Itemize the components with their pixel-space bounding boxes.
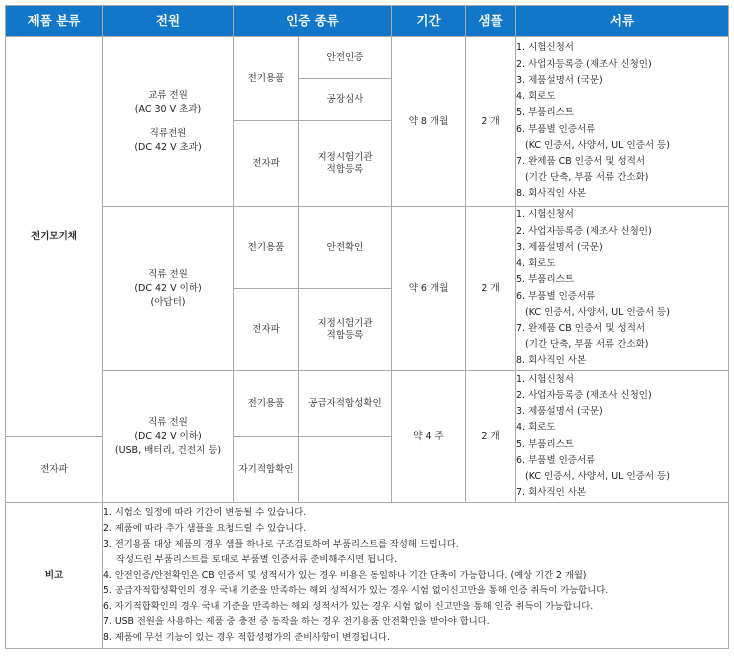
product-category: 전기모기채 [6,37,103,437]
doc-item: (KC 인증서, 사양서, UL 인증서 등) [525,470,670,482]
notes-list [103,503,729,649]
cert-self-conformity: 자기적합확인 [234,437,299,503]
table-row [6,37,729,79]
power-line: (DC 42 V 이하) [134,282,202,294]
cert-safety: 안전인증 [299,37,392,79]
doc-item: 4. 회로도 [516,422,556,434]
doc-item: 2. 사업자등록증 (제조사 신청인) [516,58,652,70]
docs-list [516,207,729,371]
electric-label: 전기용품 [234,37,299,121]
note-item: 2. 제품에 따라 추가 샘플을 요청드릴 수 있습니다. [103,522,307,534]
header-row [6,6,729,37]
doc-item: 4. 회로도 [516,258,556,270]
radio-label: 전자파 [6,437,103,503]
notes-label: 비고 [6,503,103,649]
doc-item: 1. 시험신청서 [516,373,574,385]
sample: 2 개 [466,37,516,207]
doc-item: (KC 인증서, 사양서, UL 인증서 등) [525,306,670,318]
cert-line: 적합등록 [326,163,364,175]
doc-item: 2. 사업자등록증 (제조사 신청인) [516,225,652,237]
cert-line: 적합등록 [326,329,364,341]
doc-item: 7. 완제품 CB 인증서 및 성적서 [516,155,646,167]
cert-radio-registration [299,289,392,371]
doc-item: 3. 제품설명서 (국문) [516,74,603,86]
power-line: 직류 전원 [148,268,188,280]
docs-list [516,37,729,207]
doc-item: 5. 부품리스트 [516,107,574,119]
table-row [6,207,729,289]
doc-item: 1. 시험신청서 [516,209,574,221]
power-line: 직류 전원 [148,416,188,428]
power-line: 교류 전원 [148,89,188,101]
power-line: (USB, 배터리, 건전지 등) [114,444,222,456]
period: 약 6 개월 [392,207,466,371]
power-spacer [103,117,233,127]
header-category: 제품 분류 [6,6,103,37]
sample: 2 개 [466,371,516,503]
power-line: (AC 30 V 초과) [134,103,202,115]
doc-item: 3. 제품설명서 (국문) [516,241,603,253]
header-power: 전원 [103,6,234,37]
cert-supplier-conformity: 공급자적합성확인 [299,371,392,437]
period: 약 8 개월 [392,37,466,207]
power-cell-ac-dc [103,37,234,207]
certification-table [5,5,729,649]
cert-line: 지정시험기관 [317,151,373,163]
doc-item: 6. 부품별 인증서류 [516,454,596,466]
doc-item: 7. 완제품 CB 인증서 및 성적서 [516,322,646,334]
doc-item: (KC 인증서, 사양서, UL 인증서 등) [525,139,670,151]
doc-item: 5. 부품리스트 [516,438,574,450]
cert-safety-check: 안전확인 [299,207,392,289]
note-item: 작성드린 부품리스트를 토대로 부품별 인증서류 준비해주시면 됩니다. [116,554,398,566]
note-item: 6. 자기적합확인의 경우 국내 기준을 만족하는 해외 성적서가 있는 경우 시험 없이 신고만을 통해 인증 취득이 가능합니다. [103,600,594,612]
table-row [6,371,729,437]
note-item: 5. 공급자적합성확인의 경우 국내 기준을 만족하는 해외 성적서가 있는 경우 시험 없이신고만을 통해 인증 취득이 가능합니다. [103,585,609,597]
header-docs: 서류 [516,6,729,37]
doc-item: 6. 부품별 인증서류 [516,123,596,135]
radio-label: 전자파 [234,289,299,371]
note-item: 8. 제품에 무선 기능이 있는 경우 적합성평가의 준비사항이 변경됩니다. [103,632,390,644]
note-item: 7. USB 전원을 사용하는 제품 중 충전 중 동작을 하는 경우 전기용품 안전확인을 받아야 합니다. [103,616,490,628]
header-cert-type: 인증 종류 [234,6,392,37]
doc-item: 3. 제품설명서 (국문) [516,406,603,418]
doc-item: 7. 회사직인 사본 [516,487,587,499]
power-line: 직류전원 [149,127,187,139]
electric-label: 전기용품 [234,371,299,437]
power-cell-dc-adapter [103,207,234,371]
cert-radio-registration [299,121,392,207]
period: 약 4 주 [392,371,466,503]
doc-item: (기간 단축, 부품 서류 간소화) [525,172,649,184]
power-line: (DC 42 V 이하) [134,430,202,442]
note-item: 4. 안전인증/안전확인은 CB 인증서 및 성적서가 있는 경우 비용은 동일하나 기간 단축이 가능합니다. (예상 기간 2 개월) [103,569,587,581]
power-cell-dc-usb [103,371,234,503]
power-line: (아답터) [150,296,186,308]
notes-row [6,503,729,649]
doc-item: 1. 시험신청서 [516,42,574,54]
doc-item: 5. 부품리스트 [516,274,574,286]
note-item: 1. 시험소 일정에 따라 기간이 변동될 수 있습니다. [103,507,307,519]
doc-item: 2. 사업자등록증 (제조사 신청인) [516,389,652,401]
doc-item: 8. 회사직인 사본 [516,188,587,200]
cert-line: 지정시험기관 [317,317,373,329]
electric-label: 전기용품 [234,207,299,289]
doc-item: 4. 회로도 [516,91,556,103]
cert-factory-audit: 공장심사 [299,79,392,121]
doc-item: 6. 부품별 인증서류 [516,290,596,302]
radio-label: 전자파 [234,121,299,207]
header-period: 기간 [392,6,466,37]
docs-list [516,371,729,503]
note-item: 3. 전기용품 대상 제품의 경우 샘플 하나로 구조검토하여 부품리스트를 작성해 드립니다. [103,538,459,550]
doc-item: 8. 회사직인 사본 [516,355,587,367]
power-line: (DC 42 V 초과) [134,141,202,153]
doc-item: (기간 단축, 부품 서류 간소화) [525,339,649,351]
sample: 2 개 [466,207,516,371]
header-sample: 샘플 [466,6,516,37]
